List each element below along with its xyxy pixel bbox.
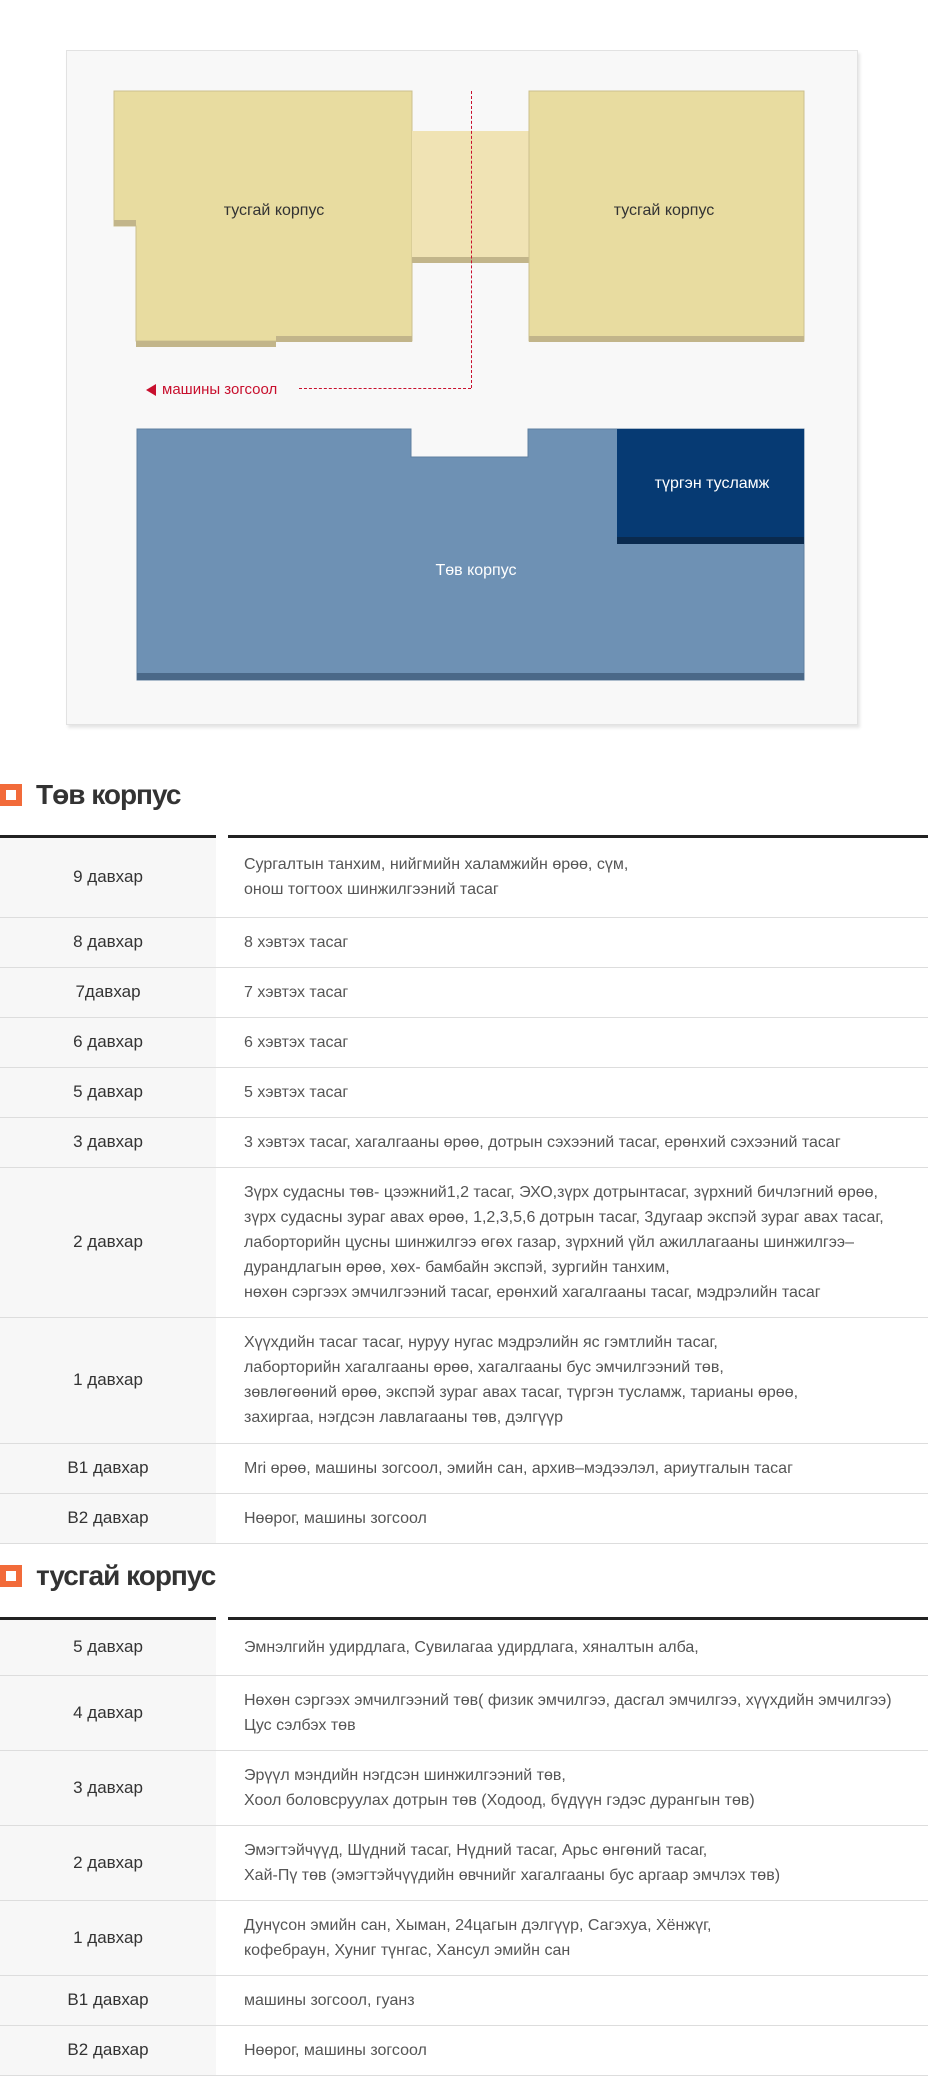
floor-description: Хүүхдийн тасаг тасаг, нуруу нугас мэдрэлийн яс гэмтлийн тасаг, лаборторийн хагалгааны өрөө, хагалгааны бус эмчилгээний төв, зөвлөгөөний өрөө, экспэй зураг авах тасаг, түргэн тусламж, тарианы өрөө, захиргаа, нэгдсэн лавлагааны төв, дэлгүүр xyxy=(228,1317,928,1443)
section-title xyxy=(0,775,180,815)
floor-description: Сургалтын танхим, нийгмийн халамжийн өрөө, сүм, онош тогтоох шинжилгээний тасаг xyxy=(228,838,928,917)
floor-table-main xyxy=(0,835,928,1544)
route-line-horizontal xyxy=(299,388,471,389)
route-line-vertical xyxy=(471,91,472,388)
floor-label: 7давхар xyxy=(0,967,216,1017)
section-bullet-icon xyxy=(0,1565,22,1587)
section-title-text: Төв корпус xyxy=(36,779,181,810)
table-row xyxy=(0,838,928,917)
special-building-left-shadow xyxy=(276,336,412,342)
table-row xyxy=(0,1167,928,1317)
table-row xyxy=(0,917,928,967)
table-row xyxy=(0,1317,928,1443)
floor-label: 5 давхар xyxy=(0,1067,216,1117)
floor-label: 6 давхар xyxy=(0,1017,216,1067)
floor-label: B2 давхар xyxy=(0,2025,216,2075)
floor-label: 3 давхар xyxy=(0,1750,216,1825)
floor-description: Эрүүл мэндийн нэгдсэн шинжилгээний төв, Хоол боловсруулах дотрын төв (Ходоод, бүдүүн гэдэс дурангын төв) xyxy=(228,1750,928,1825)
floor-description: 5 хэвтэх тасаг xyxy=(228,1067,928,1117)
floor-label: 2 давхар xyxy=(0,1167,216,1317)
emergency-label: түргэн тусламж xyxy=(654,475,770,492)
floor-description: Нөхөн сэргээх эмчилгээний төв( физик эмчилгээ, дасгал эмчилгээ, хүүхдийн эмчилгээ) Цус сэлбэх төв xyxy=(228,1675,928,1750)
floor-description: Зүрх судасны төв- цээжний1,2 тасаг, ЭХО,зүрх дотрынтасаг, зүрхний бичлэгний өрөө, зүрх судасны зураг авах өрөө, 1,2,3,5,6 дотрын тасаг, 3дугаар экспэй зураг авах тасаг, лаборторийн цусны шинжилгээ өгөх газар, зүрхний үйл ажиллагааны шинжилгээ– дурандлагын өрөө, хөх- бамбайн экспэй, зургийн танхим, нөхөн сэргээх эмчилгээний тасаг, ерөнхий хагалгааны тасаг, мэдрэлийн тасаг xyxy=(228,1167,928,1317)
special-building-left-label: тусгай корпус xyxy=(223,202,325,219)
table-row xyxy=(0,1067,928,1117)
main-building-shadow xyxy=(137,673,804,680)
section-title xyxy=(0,1556,215,1596)
floor-label: B1 давхар xyxy=(0,1443,216,1493)
section-title-text: тусгай корпус xyxy=(36,1560,216,1591)
table-row xyxy=(0,1975,928,2025)
parking-label: машины зогсоол xyxy=(162,381,278,398)
floor-label: 9 давхар xyxy=(0,838,216,917)
table-row xyxy=(0,1117,928,1167)
floor-description: Эмнэлгийн удирдлага, Сувилагаа удирдлага, хяналтын алба, xyxy=(228,1620,928,1675)
table-row xyxy=(0,1017,928,1067)
floor-label: 3 давхар xyxy=(0,1117,216,1167)
floor-label: 2 давхар xyxy=(0,1825,216,1900)
special-building-right-shadow xyxy=(529,336,804,342)
table-row xyxy=(0,1675,928,1750)
table-row xyxy=(0,2025,928,2075)
floor-label: 8 давхар xyxy=(0,917,216,967)
floor-description: машины зогсоол, гуанз xyxy=(228,1975,928,2025)
table-row xyxy=(0,1900,928,1975)
floor-label: B2 давхар xyxy=(0,1493,216,1543)
floor-description: 8 хэвтэх тасаг xyxy=(228,917,928,967)
floor-label: 1 давхар xyxy=(0,1900,216,1975)
floor-description: Нөөрог, машины зогсоол xyxy=(228,1493,928,1543)
floor-description: Mri өрөө, машины зогсоол, эмийн сан, архив–мэдээлэл, ариутгалын тасаг xyxy=(228,1443,928,1493)
floor-description: Нөөрог, машины зогсоол xyxy=(228,2025,928,2075)
building-map xyxy=(66,50,858,725)
section-bullet-icon xyxy=(0,784,22,806)
table-row xyxy=(0,1825,928,1900)
emergency-shadow xyxy=(617,537,804,544)
floor-description: 6 хэвтэх тасаг xyxy=(228,1017,928,1067)
parking-link[interactable] xyxy=(146,381,277,398)
table-row xyxy=(0,1493,928,1543)
floor-description: Дунүсон эмийн сан, Хыман, 24цагын дэлгүүр, Сагэхуа, Хёнжүг, кофебраун, Хуниг түнгас, Хансул эмийн сан xyxy=(228,1900,928,1975)
special-building-right-label: тусгай корпус xyxy=(613,202,715,219)
special-building-left-shadow xyxy=(114,220,136,226)
floor-description: Эмэгтэйчүүд, Шүдний тасаг, Нүдний тасаг, Арьс өнгөний тасаг, Хай-Пү төв (эмэгтэйчүүдийн өвчнийг хагалгааны бус аргаар эмчлэх төв) xyxy=(228,1825,928,1900)
floor-table-special xyxy=(0,1617,928,2076)
arrow-left-icon xyxy=(146,384,156,396)
floor-label: 5 давхар xyxy=(0,1620,216,1675)
table-row xyxy=(0,967,928,1017)
floor-description: 7 хэвтэх тасаг xyxy=(228,967,928,1017)
floor-label: 1 давхар xyxy=(0,1317,216,1443)
special-building-left-shadow xyxy=(136,341,276,347)
floor-label: B1 давхар xyxy=(0,1975,216,2025)
table-row xyxy=(0,1620,928,1675)
floor-label: 4 давхар xyxy=(0,1675,216,1750)
main-building-label: Төв корпус xyxy=(435,562,517,579)
table-row xyxy=(0,1443,928,1493)
floor-description: 3 хэвтэх тасаг, хагалгааны өрөө, дотрын сэхээний тасаг, ерөнхий сэхээний тасаг xyxy=(228,1117,928,1167)
table-row xyxy=(0,1750,928,1825)
